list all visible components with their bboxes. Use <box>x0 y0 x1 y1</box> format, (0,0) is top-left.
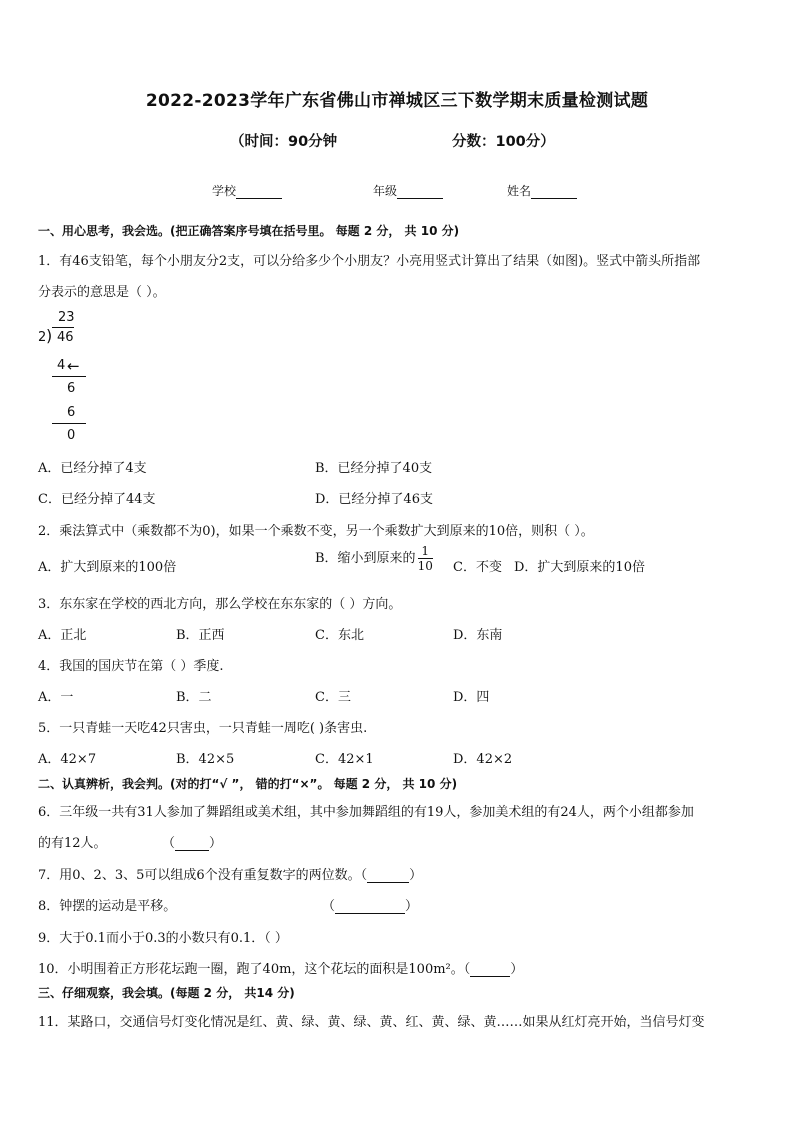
q2-option-b[interactable] <box>315 544 435 573</box>
q7-text <box>38 864 422 883</box>
q8-text: 8．钟摆的运动是平移。 <box>38 899 177 914</box>
q11-line1: 11．某路口，交通信号灯变化情况是红、黄、绿、黄、绿、黄、红、黄、绿、黄……如果从红灯亮开始，当信号灯变 <box>38 1015 705 1030</box>
quotient: 23 <box>58 310 75 325</box>
q6-answer[interactable] <box>162 832 222 851</box>
q3-option-a[interactable]: A．正北 <box>38 628 87 643</box>
q5-option-a[interactable]: A．42×7 <box>38 752 97 767</box>
q3-option-c[interactable]: C．东北 <box>315 628 364 643</box>
q1-option-b[interactable]: B．已经分掉了40支 <box>315 461 433 476</box>
divisor: 2 <box>38 330 47 345</box>
section3-heading: 三、仔细观察，我会填。(每题 2 分， 共14 分) <box>38 986 295 1000</box>
q6-line2: 的有12人。 <box>38 836 107 851</box>
q1-option-a[interactable]: A．已经分掉了4支 <box>38 461 147 476</box>
q4-option-c[interactable]: C．三 <box>315 690 351 705</box>
section1-heading: 一、用心思考，我会选。(把正确答案序号填在括号里。 每题 2 分， 共 10 分) <box>38 224 460 238</box>
q7-answer-blank[interactable] <box>367 870 409 883</box>
q3-option-d[interactable]: D．东南 <box>453 628 503 643</box>
q6-answer-blank[interactable] <box>175 838 209 851</box>
q4-option-d[interactable]: D．四 <box>453 690 490 705</box>
q5-option-d[interactable]: D．42×2 <box>453 752 513 767</box>
q4-text: 4．我国的国庆节在第（ ）季度. <box>38 659 224 674</box>
q1-line1: 1．有46支铅笔，每个小朋友分2支，可以分给多少个小朋友？小亮用竖式计算出了结果（如图)。竖式中箭头所指部 <box>38 254 701 269</box>
q3-option-b[interactable]: B．正西 <box>176 628 225 643</box>
section2-heading: 二、认真辨析，我会判。(对的打“√ ”， 错的打“×”。 每题 2 分， 共 10 分) <box>38 777 458 791</box>
dividend: 46 <box>57 330 74 345</box>
paren-open: （ <box>162 836 176 851</box>
division-bracket: ) <box>46 326 53 345</box>
remainder: 0 <box>67 428 76 443</box>
grade-label: 年级 <box>373 184 398 198</box>
fraction-numerator: 1 <box>418 544 433 559</box>
school-blank[interactable] <box>236 186 282 199</box>
arrow-left-icon: ← <box>67 357 80 375</box>
school-label: 学校 <box>212 184 237 198</box>
name-blank[interactable] <box>531 186 577 199</box>
q4-option-a[interactable]: A．一 <box>38 690 74 705</box>
division-bar <box>52 327 74 328</box>
fraction <box>418 544 433 573</box>
q6-line1: 6．三年级一共有31人参加了舞蹈组或美术组，其中参加舞蹈组的有19人，参加美术组的有24人，两个小组都参加 <box>38 805 694 820</box>
q10-label: 10．小明围着正方形花坛跑一圈，跑了40m，这个花坛的面积是100m²。（ <box>38 962 471 977</box>
q7-label: 7．用0、2、3、5可以组成6个没有重复数字的两位数。（ <box>38 868 368 883</box>
paren-close: ） <box>209 836 223 851</box>
q2-option-c[interactable]: C．不变 <box>453 560 502 575</box>
q8-answer-blank[interactable] <box>335 901 405 914</box>
page-title: 2022-2023学年广东省佛山市禅城区三下数学期末质量检测试题 <box>145 91 649 111</box>
q1-option-c[interactable]: C．已经分掉了44支 <box>38 492 156 507</box>
name-field[interactable] <box>507 182 577 199</box>
q3-text: 3．东东家在学校的西北方向，那么学校在东东家的（ ）方向。 <box>38 597 402 612</box>
q2-option-b-label: B．缩小到原来的 <box>315 551 416 566</box>
name-label: 姓名 <box>507 184 532 198</box>
q2-text: 2．乘法算式中（乘数都不为0)，如果一个乘数不变，另一个乘数扩大到原来的10倍，则积（ ）。 <box>38 524 594 539</box>
step3: 6 <box>67 405 76 420</box>
q5-option-b[interactable]: B．42×5 <box>176 752 235 767</box>
paren-open: （ <box>322 899 336 914</box>
q9-text: 9．大于0.1而小于0.3的小数只有0.1．（ ） <box>38 931 288 946</box>
division-rule-2 <box>52 423 86 424</box>
q10-text <box>38 958 523 977</box>
exam-score: 分数：100分） <box>452 134 555 150</box>
q1-line2: 分表示的意思是（ ）。 <box>38 285 166 300</box>
q5-text: 5．一只青蛙一天吃42只害虫，一只青蛙一周吃( )条害虫. <box>38 721 368 736</box>
q10-answer-blank[interactable] <box>470 964 510 977</box>
q8-answer[interactable] <box>322 895 418 914</box>
division-rule-1 <box>52 376 86 377</box>
exam-time: （时间：90分钟 <box>230 134 338 150</box>
grade-blank[interactable] <box>397 186 443 199</box>
q4-option-b[interactable]: B．二 <box>176 690 212 705</box>
q2-option-d[interactable]: D．扩大到原来的10倍 <box>514 560 645 575</box>
q5-option-c[interactable]: C．42×1 <box>315 752 374 767</box>
grade-field[interactable] <box>373 182 443 199</box>
q1-option-d[interactable]: D．已经分掉了46支 <box>315 492 433 507</box>
school-field[interactable] <box>212 182 282 199</box>
step1: 4 <box>57 358 66 373</box>
step2: 6 <box>67 381 76 396</box>
paren-close: ） <box>409 868 423 883</box>
paren-close: ） <box>510 962 524 977</box>
paren-close: ） <box>405 899 419 914</box>
fraction-denominator: 10 <box>417 559 433 573</box>
q2-option-a[interactable]: A．扩大到原来的100倍 <box>38 560 177 575</box>
